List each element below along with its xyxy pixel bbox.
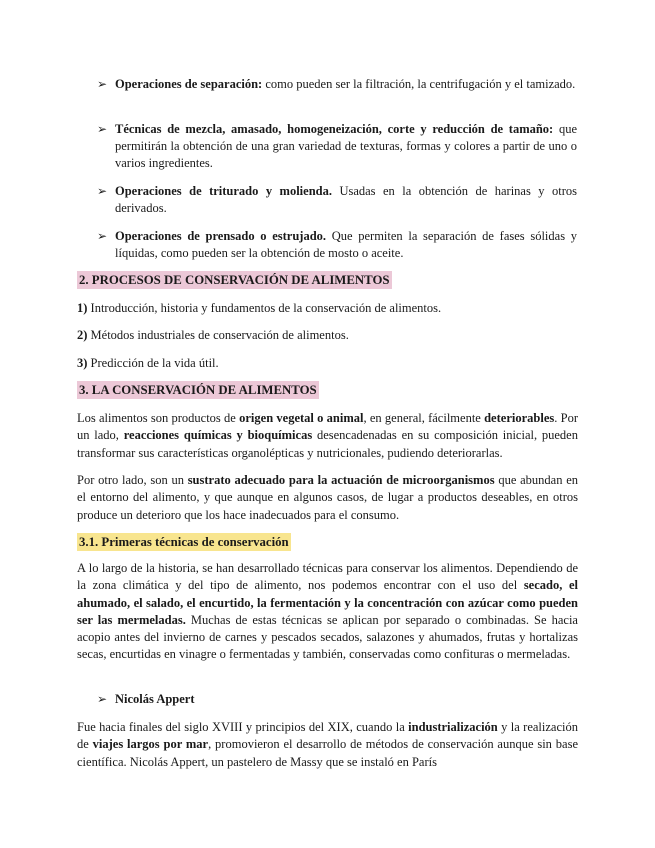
text-run: , promovieron el desarrollo de métodos de conservación aunque sin base científica. Nicolás Appert, un pastelero de Massy que se instaló en París [77,737,578,769]
text-run: A lo largo de la historia, se han desarrollado técnicas para conservar los alimentos. Dependiendo de la zona climática y del tipo de alimento, nos podemos encontrar con el uso del [77,561,578,593]
bullet-term: Operaciones de separación: [115,77,263,91]
text-run: Muchas de estas técnicas se aplican por separado o combinadas. Se hacia acopio antes del invierno de carnes y pescados secados, salazones y ahumados, frutas y hortalizas secas, encurtidas en vinagre o fermentadas y también, conservadas como confituras o mermeladas. [77,612,578,662]
section-3-paragraph-2 [77,472,578,524]
bullet-nicolas-appert [97,691,577,708]
arrow-bullet-icon: ➢ [97,122,108,136]
bold-run: reacciones químicas y bioquímicas [123,428,313,443]
bullet-term: Operaciones de prensado o estrujado. [115,229,327,243]
bullet-text: Usadas en la obtención de harinas y otros derivados. [115,184,578,215]
text-run: y la realización de [77,720,578,752]
bullet-term: Técnicas de mezcla, amasado, homogeneización, corte y reducción de tamaño: [115,122,554,136]
bold-run: industrialización [408,720,498,734]
bullet-text: Que permiten la separación de fases sólidas y líquidas, como pueden ser la obtención de mosto o aceite. [115,229,577,260]
arrow-bullet-icon: ➢ [97,77,108,91]
section-2-heading: 2. PROCESOS DE CONSERVACIÓN DE ALIMENTOS [79,273,390,287]
section-2-item-1 [77,300,578,317]
arrow-bullet-icon: ➢ [97,692,108,706]
section-3-1-heading: 3.1. Primeras técnicas de conservación [79,535,289,549]
section-2-item-3 [77,355,578,372]
bullet-term: Nicolás Appert [115,692,195,706]
item-number: 1) [77,301,88,315]
bold-run: origen vegetal o animal [239,411,364,425]
bold-run: secado, el ahumado, el salado, el encurtido, la fermentación y la concentración con azúcar como pueden ser las mermeladas. [77,578,578,627]
bullet-text: como pueden ser la filtración, la centrifugación y el tamizado. [262,77,576,91]
section-3-1-paragraph-2 [77,719,578,771]
item-text: Predicción de la vida útil. [87,356,219,370]
bullet-triturado [97,183,577,217]
bullet-term: Operaciones de triturado y molienda. [115,184,332,198]
text-run: que abundan en el entorno del alimento, y que aunque en algunos casos, de lugar a productos deseables, en otros produce un deterioro que los hace inadecuados para el consumo. [77,473,578,522]
section-3-paragraph-1 [77,410,578,462]
item-number: 3) [77,356,88,370]
item-number: 2) [77,328,88,342]
text-run: . Por un lado, [77,411,578,443]
item-text: Métodos industriales de conservación de alimentos. [87,328,349,342]
bold-run: viajes largos por mar [92,737,209,752]
text-run: desencadenadas en su composición inicial, pueden transformar sus características organolépticas y nutricionales, pudiendo deteriorarlas. [77,428,578,460]
item-text: Introducción, historia y fundamentos de la conservación de alimentos. [87,301,442,315]
bullet-separacion [97,76,577,93]
text-run: Los alimentos son productos de [77,411,240,425]
arrow-bullet-icon: ➢ [97,229,108,243]
section-3-1-paragraph-1 [77,560,578,664]
arrow-bullet-icon: ➢ [97,184,108,198]
section-3-heading: 3. LA CONSERVACIÓN DE ALIMENTOS [79,383,317,397]
bullet-mezcla [97,121,577,172]
bold-run: deteriorables [484,411,555,425]
text-run: Por otro lado, son un [77,473,188,487]
text-run: Fue hacia finales del siglo XVIII y principios del XIX, cuando la [77,720,409,734]
bullet-text: que permitirán la obtención de una gran variedad de texturas, formas y colores a partir de uno o varios ingredientes. [115,122,577,170]
bold-run: sustrato adecuado para la actuación de microorganismos [187,473,495,487]
section-2-item-2 [77,327,578,344]
text-run: , en general, fácilmente [363,411,485,425]
bullet-prensado [97,228,577,262]
